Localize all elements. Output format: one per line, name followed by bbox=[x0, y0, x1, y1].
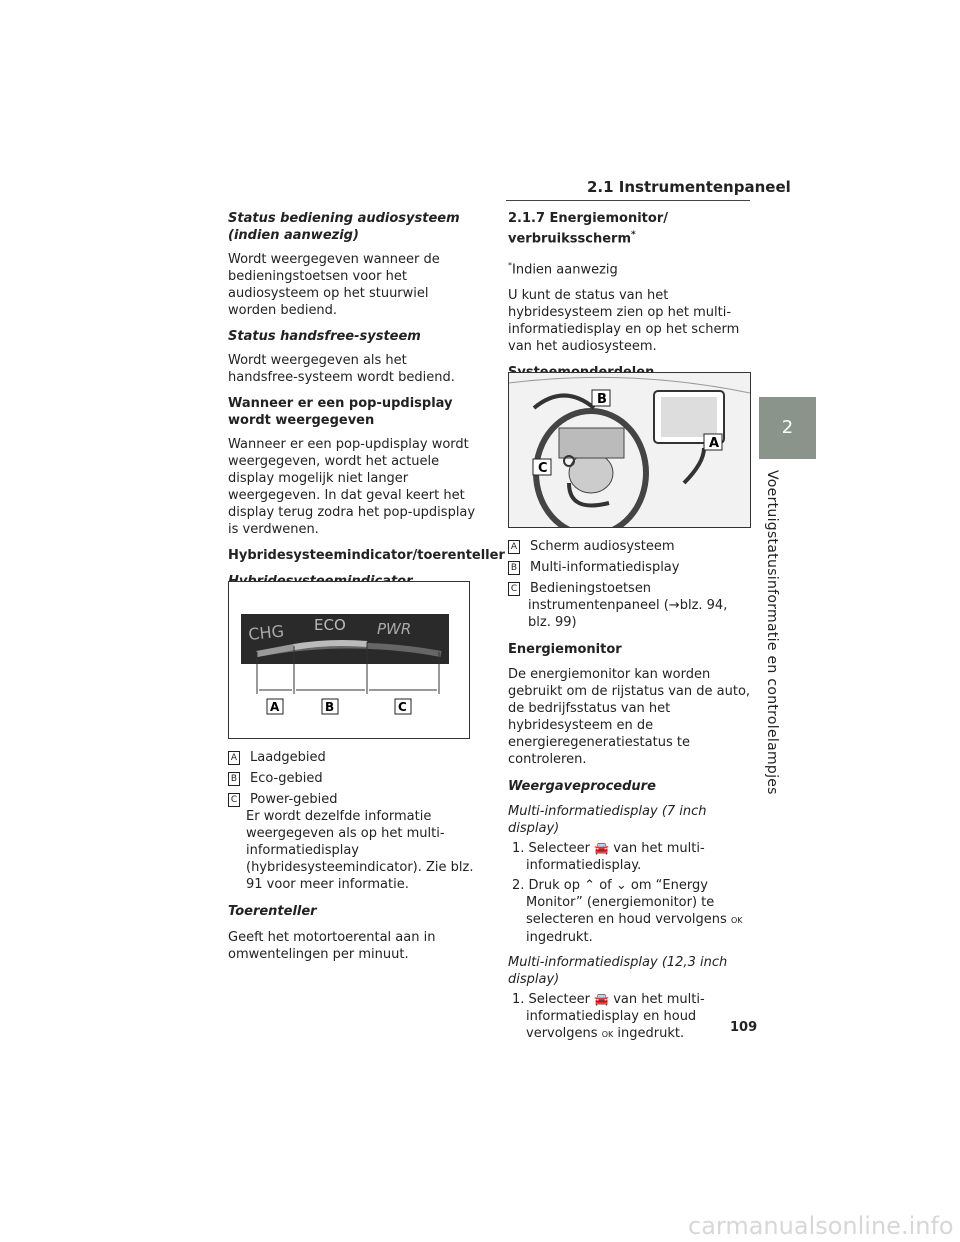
para-tachometer: Geeft het motortoerental aan in omwentelingen per minuut. bbox=[228, 930, 436, 962]
para-energy-monitor: De energiemonitor kan worden gebruikt om de rijstatus van de auto, de bedrijfsstatus van het hybridesysteem en de energieregeneratiestatus te controleren. bbox=[508, 667, 751, 767]
heading-handsfree: Status handsfree-systeem bbox=[228, 329, 421, 344]
left-column bbox=[228, 210, 505, 590]
chevron-down-icon: ⌄ bbox=[615, 878, 627, 893]
hybrid-gauge-illustration bbox=[229, 582, 469, 738]
legend-item: C Bedieningstoetsen instrumentenpaneel (→blz. 94, blz. 99) bbox=[508, 580, 752, 631]
heading-display-procedure: Weergaveprocedure bbox=[508, 779, 656, 794]
ok-icon: OK bbox=[730, 916, 743, 925]
legend-item: A Laadgebied bbox=[228, 749, 478, 766]
figure-label-a: A bbox=[709, 436, 720, 451]
gauge-eco-label: ECO bbox=[314, 616, 346, 634]
heading-energy-monitor: Energiemonitor bbox=[508, 642, 622, 657]
dashboard-illustration bbox=[509, 373, 750, 527]
hybrid-indicator-figure bbox=[228, 581, 470, 739]
gauge-pwr-label: PWR bbox=[377, 620, 412, 638]
step-12inch-1: 1. Selecteer 🚘 van het multi-informatiedisplay en houd vervolgens OK ingedrukt. bbox=[512, 992, 705, 1041]
chevron-up-icon: ⌃ bbox=[584, 878, 596, 893]
figure-label-c: C bbox=[538, 461, 548, 476]
ok-icon: OK bbox=[601, 1030, 614, 1039]
section-header: 2.1 Instrumentenpaneel bbox=[587, 178, 791, 196]
para-intro: U kunt de status van het hybridesysteem zien op het multi-informatiedisplay en op het scherm van het audiosysteem. bbox=[508, 287, 740, 354]
right-column bbox=[508, 210, 752, 381]
gauge-chg-label: CHG bbox=[247, 621, 285, 644]
legend-item: B Multi-informatiedisplay bbox=[508, 559, 752, 576]
chapter-tab: 2 bbox=[759, 397, 816, 459]
car-icon: 🚘 bbox=[594, 992, 610, 1006]
heading-7inch: Multi-informatiedisplay (7 inch display) bbox=[508, 804, 707, 836]
watermark: carmanualsonline.info bbox=[688, 1212, 954, 1240]
heading-tachometer: Toerenteller bbox=[228, 904, 317, 919]
header-divider bbox=[506, 200, 750, 201]
para-handsfree: Wordt weergegeven als het handsfree-systeem wordt bediend. bbox=[228, 353, 455, 385]
chapter-vertical-title: Voertuigstatusinformatie en controlelampjes bbox=[764, 470, 780, 795]
para-popup: Wanneer er een pop-updisplay wordt weergegeven, wordt het actuele display mogelijk niet langer weergegeven. In dat geval keert het display terug zodra het pop-updisplay is verdwenen. bbox=[228, 437, 476, 537]
dashboard-figure bbox=[508, 372, 751, 528]
figure-label-b: B bbox=[597, 392, 607, 407]
heading-popup: Wanneer er een pop-updisplay wordt weergegeven bbox=[228, 396, 453, 428]
step-7inch-2: 2. Druk op ⌃ of ⌄ om “Energy Monitor” (energiemonitor) te selecteren en houd vervolgens OK ingedrukt. bbox=[512, 878, 743, 945]
section-title: 2.1.7 Energiemonitor/ verbruiksscherm* bbox=[508, 211, 668, 247]
heading-hybrid-tacho: Hybridesysteemindicator/toerenteller bbox=[228, 548, 505, 563]
gauge-label-a: A bbox=[270, 700, 280, 714]
legend-item: C Power-gebied bbox=[228, 791, 478, 808]
heading-audio-status: Status bediening audiosysteem (indien aanwezig) bbox=[228, 211, 460, 243]
page-number: 109 bbox=[730, 1020, 758, 1035]
car-icon: 🚘 bbox=[594, 841, 610, 855]
left-column-lower bbox=[228, 749, 478, 963]
footnote: *Indien aanwezig bbox=[508, 261, 618, 278]
heading-12inch: Multi-informatiedisplay (12,3 inch display) bbox=[508, 955, 728, 987]
legend-item: B Eco-gebied bbox=[228, 770, 478, 787]
step-7inch-1: 1. Selecteer 🚘 van het multi-informatiedisplay. bbox=[512, 841, 705, 873]
gauge-label-b: B bbox=[325, 700, 335, 714]
right-column-lower bbox=[508, 538, 752, 1043]
legend-item: A Scherm audiosysteem bbox=[508, 538, 752, 555]
para-hybrid-note: Er wordt dezelfde informatie weergegeven als op het multi-informatiedisplay (hybridesysteemindicator). Zie blz. 91 voor meer informatie. bbox=[246, 809, 474, 892]
gauge-label-c: C bbox=[398, 700, 407, 714]
para-audio-status: Wordt weergegeven wanneer de bedieningstoetsen voor het audiosysteem op het stuurwiel worden bediend. bbox=[228, 252, 440, 318]
